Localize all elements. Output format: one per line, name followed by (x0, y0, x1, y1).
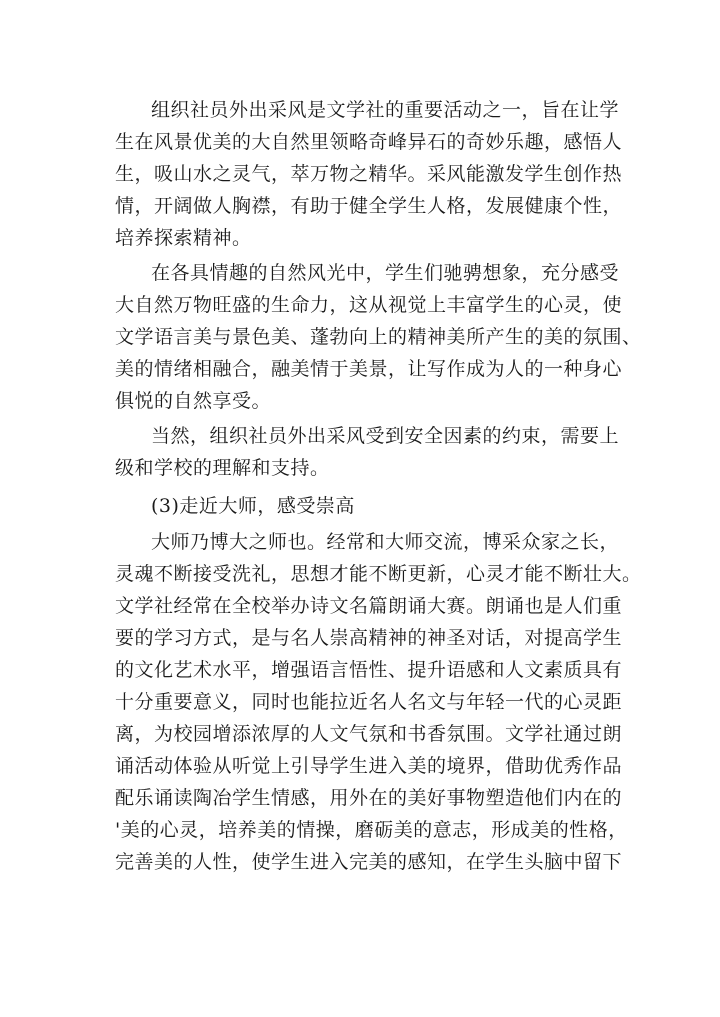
text-line: 生在风景优美的大自然里领略奇峰异石的奇妙乐趣，感悟人 (115, 131, 623, 153)
text-line: 大师乃博大之师也。经常和大师交流，博采众家之长， (151, 531, 620, 553)
section-heading: (3)走近大师，感受崇高 (151, 495, 355, 517)
text-line: 的文化艺术水平，增强语言悟性、提升语感和人文素质具有 (115, 659, 623, 681)
text-line: 情，开阔做人胸襟，有助于健全学生人格，发展健康个性， (115, 195, 623, 217)
text-line: 生，吸山水之灵气，萃万物之精华。采风能激发学生创作热 (115, 163, 623, 185)
text-line: 培养探索精神。 (115, 227, 252, 249)
text-line: 在各具情趣的自然风光中，学生们驰骋想象，充分感受 (151, 262, 620, 284)
text-line: 文学语言美与景色美、蓬勃向上的精神美所产生的美的氛围、 (115, 326, 642, 348)
text-line: 级和学校的理解和支持。 (115, 457, 330, 479)
text-line: 当然，组织社员外出采风受到安全因素的约束，需要上 (151, 425, 620, 447)
text-line: 离，为校园增添浓厚的人文气氛和书香氛围。文学社通过朗 (115, 723, 623, 745)
text-line: 完善美的人性，使学生进入完美的感知，在学生头脑中留下 (115, 851, 623, 873)
text-line: 要的学习方式，是与名人崇高精神的神圣对话，对提高学生 (115, 627, 623, 649)
text-line: 配乐诵读陶冶学生情感，用外在的美好事物塑造他们内在的 (115, 787, 623, 809)
text-line: 大自然万物旺盛的生命力，这从视觉上丰富学生的心灵，使 (115, 294, 623, 316)
text-line: 诵活动体验从听觉上引导学生进入美的境界，借助优秀作品 (115, 755, 623, 777)
text-line: 文学社经常在全校举办诗文名篇朗诵大赛。朗诵也是人们重 (115, 595, 623, 617)
text-line: 美的情绪相融合，融美情于美景，让写作成为人的一种身心 (115, 358, 623, 380)
text-line: 十分重要意义，同时也能拉近名人名文与年轻一代的心灵距 (115, 691, 623, 713)
text-line: '美的心灵，培养美的情操，磨砺美的意志，形成美的性格， (115, 819, 628, 841)
text-line: 灵魂不断接受洗礼，思想才能不断更新，心灵才能不断壮大。 (115, 563, 642, 585)
text-line: 俱悦的自然享受。 (115, 390, 272, 412)
text-line: 组织社员外出采风是文学社的重要活动之一，旨在让学 (151, 99, 620, 121)
